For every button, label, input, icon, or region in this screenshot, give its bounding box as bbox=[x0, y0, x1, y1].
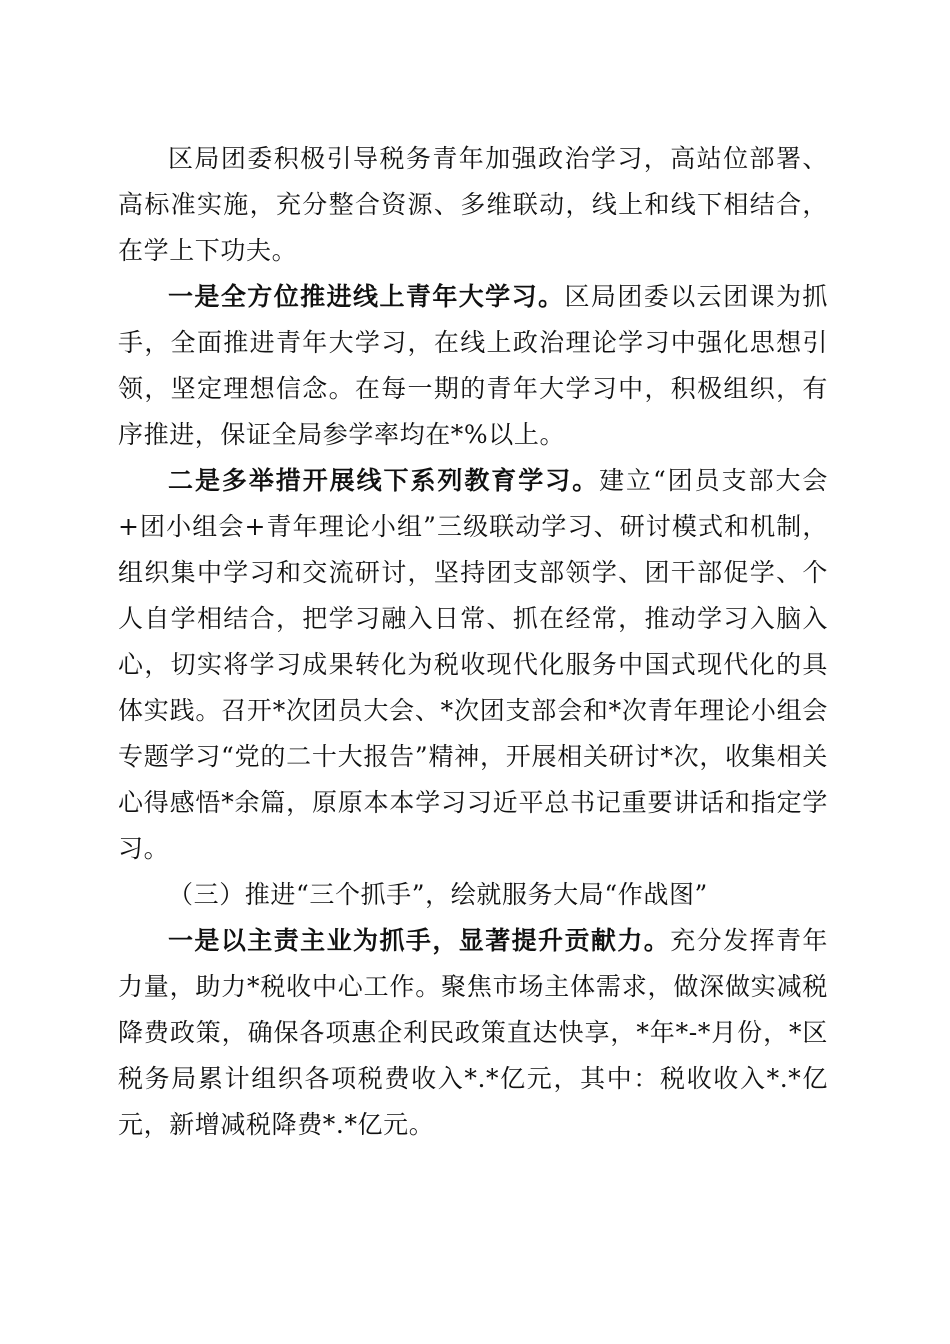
document-page bbox=[118, 136, 828, 1148]
paragraph-main-duty-lead: 一是以主责主业为抓手，显著提升贡献力。 bbox=[168, 926, 671, 955]
paragraph-main-duty bbox=[118, 918, 828, 1148]
paragraph-intro bbox=[118, 136, 828, 274]
paragraph-intro-text: 区局团委积极引导税务青年加强政治学习，高站位部署、高标准实施，充分整合资源、多维联动，线上和线下相结合，在学上下功夫。 bbox=[118, 144, 828, 265]
section-heading-three-text: （三）推进“三个抓手”，绘就服务大局“作战图” bbox=[168, 880, 708, 909]
paragraph-main-duty-text: 充分发挥青年力量，助力*税收中心工作。聚焦市场主体需求，做深做实减税降费政策，确保各项惠企利民政策直达快享，*年*-*月份，*区税务局累计组织各项税费收入*.*亿元，其中：税收收入*.*亿元，新增减税降费*.*亿元。 bbox=[118, 926, 828, 1139]
section-heading-three bbox=[118, 872, 828, 918]
paragraph-online-study bbox=[118, 274, 828, 458]
paragraph-offline-study-text: 建立“团员支部大会+团小组会+青年理论小组”三级联动学习、研讨模式和机制，组织集中学习和交流研讨，坚持团支部领学、团干部促学、个人自学相结合，把学习融入日常、抓在经常，推动学习入脑入心，切实将学习成果转化为税收现代化服务中国式现代化的具体实践。召开*次团员大会、*次团支部会和*次青年理论小组会专题学习“党的二十大报告”精神，开展相关研讨*次，收集相关心得感悟*余篇，原原本本学习习近平总书记重要讲话和指定学习。 bbox=[118, 466, 828, 863]
paragraph-offline-study-lead: 二是多举措开展线下系列教育学习。 bbox=[168, 466, 600, 495]
paragraph-online-study-text: 区局团委以云团课为抓手，全面推进青年大学习，在线上政治理论学习中强化思想引领，坚定理想信念。在每一期的青年大学习中，积极组织，有序推进，保证全局参学率均在*%以上。 bbox=[118, 282, 828, 449]
paragraph-offline-study bbox=[118, 458, 828, 872]
paragraph-online-study-lead: 一是全方位推进线上青年大学习。 bbox=[168, 282, 565, 311]
